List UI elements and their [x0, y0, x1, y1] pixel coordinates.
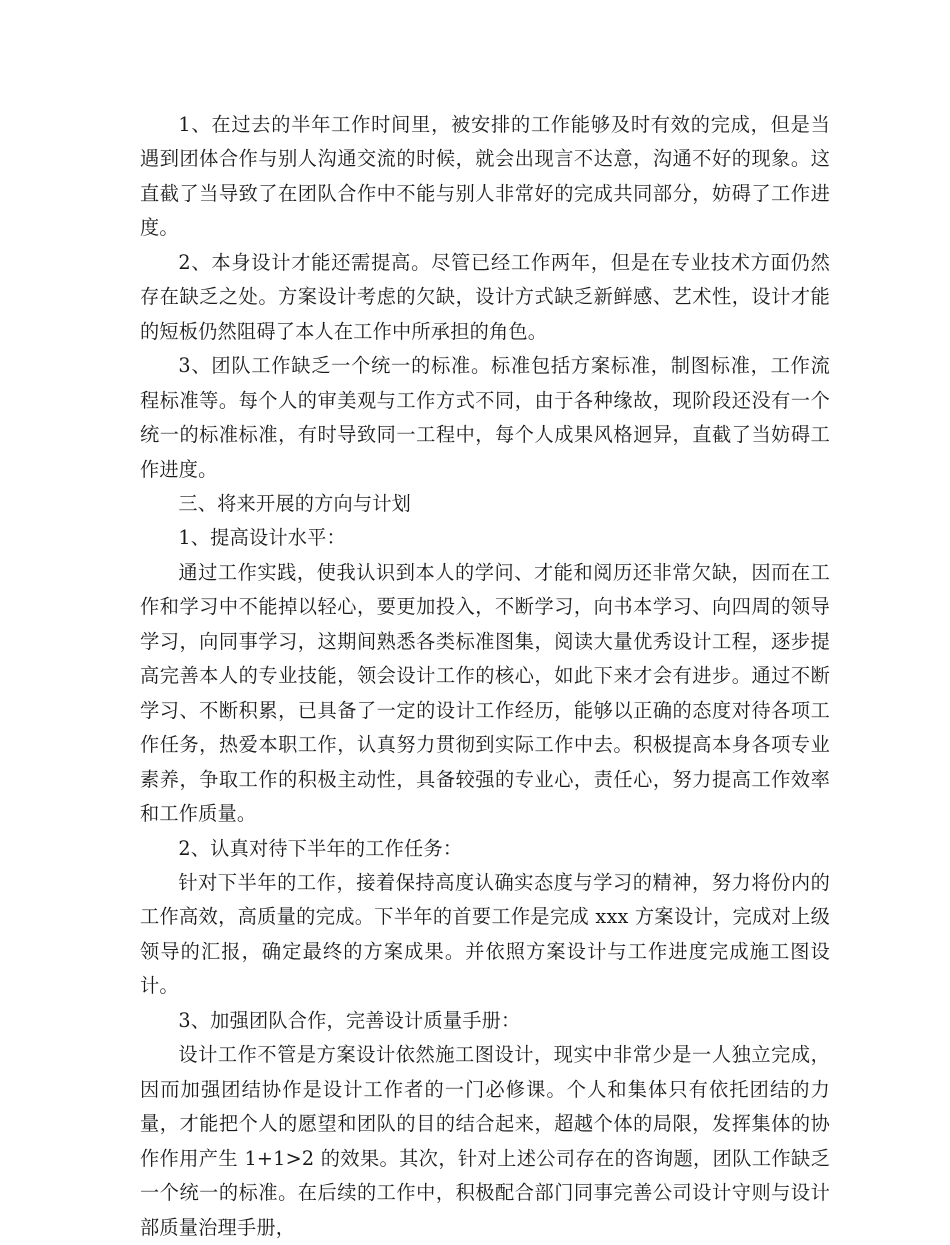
paragraph-improve-design: 通过工作实践，使我认识到本人的学问、才能和阅历还非常欠缺，因而在工作和学习中不能掉以轻心，要更加投入，不断学习，向书本学习、向四周的领导学习，向同事学习，这期间熟悉各类标准图集，阅读大量优秀设计工程，逐步提高完善本人的专业技能，领会设计工作的核心，如此下来才会有进步。通过不断学习、不断积累，已具备了一定的设计工作经历，能够以正确的态度对待各项工作任务，热爱本职工作，认真努力贯彻到实际工作中去。积极提高本身各项专业素养，争取工作的积极主动性，具备较强的专业心，责任心，努力提高工作效率和工作质量。 — [140, 560, 830, 826]
subheading-improve-design: 1、提高设计水平： — [178, 526, 346, 550]
paragraph-issue-3: 3、团队工作缺乏一个统一的标准。标准包括方案标准，制图标准，工作流程标准等。每个人的审美观与工作方式不同，由于各种缘故，现阶段还没有一个统一的标准标准，有时导致同一工程中，每个人成果风格迥异，直截了当妨碍工作进度。 — [140, 354, 830, 481]
paragraph-second-half-tasks: 针对下半年的工作，接着保持高度认确实态度与学习的精神，努力将份内的工作高效，高质量的完成。下半年的首要工作是完成 xxx 方案设计，完成对上级领导的汇报，确定最终的方案成果。并依照方案设计与工作进度完成施工图设计。 — [140, 870, 830, 998]
section-heading-future-plan: 三、将来开展的方向与计划 — [178, 491, 412, 515]
subheading-second-half-tasks: 2、认真对待下半年的工作任务： — [178, 836, 463, 860]
paragraph-teamwork-manual: 设计工作不管是方案设计依然施工图设计，现实中非常少是一人独立完成，因而加强团结协作是设计工作者的一门必修课。个人和集体只有依托团结的力量，才能把个人的愿望和团队的目的结合起来，超越个体的局限，发挥集体的协作作用产生 1+1>2 的效果。其次，针对上述公司存在的咨询题，团队工作缺乏一个统一的标准。在后续的工作中，积极配合部门同事完善公司设计守则与设计部质量治理手册， — [140, 1043, 830, 1239]
subheading-teamwork-manual: 3、加强团队合作，完善设计质量手册： — [178, 1008, 521, 1032]
document-body — [140, 108, 830, 1245]
paragraph-issue-1: 1、在过去的半年工作时间里，被安排的工作能够及时有效的完成，但是当遇到团体合作与别人沟通交流的时候，就会出现言不达意，沟通不好的现象。这直截了当导致了在团队合作中不能与别人非常好的完成共同部分，妨碍了工作进度。 — [140, 113, 830, 240]
paragraph-issue-2: 2、本身设计才能还需提高。尽管已经工作两年，但是在专业技术方面仍然存在缺乏之处。方案设计考虑的欠缺，设计方式缺乏新鲜感、艺术性，设计才能的短板仍然阻碍了本人在工作中所承担的角色。 — [140, 250, 830, 343]
